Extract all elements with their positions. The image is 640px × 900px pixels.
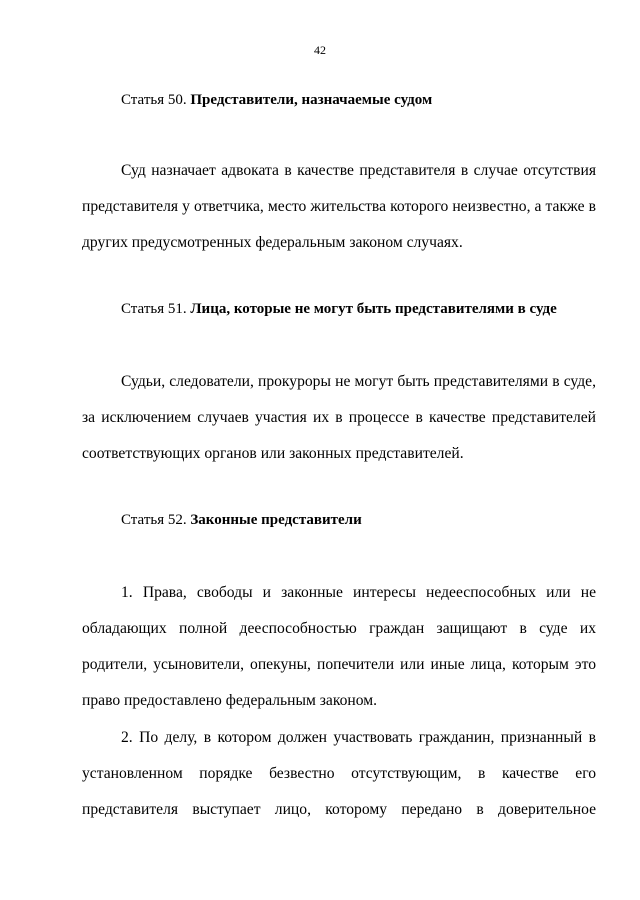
article-51-paragraph-1: Судьи, следователи, прокуроры не могут быть представителями в суде, за исключением случаев участия их в процессе в качестве представителей соответствующих органов или законных представителей. [82, 373, 596, 462]
article-52-number: Статья 52. [121, 512, 191, 528]
page-number: 42 [314, 43, 326, 57]
article-50-heading [121, 92, 432, 109]
article-50-paragraph-1: Суд назначает адвоката в качестве представителя в случае отсутствия представителя у ответчика, место жительства которого неизвестно, а также в других предусмотренных федеральным законом случаях. [82, 162, 596, 251]
article-51-number: Статья 51. [121, 301, 191, 317]
article-51-heading [121, 301, 557, 318]
article-52-title: Законные представители [190, 512, 362, 528]
article-51-title: Лица, которые не могут быть представителями в суде [190, 301, 557, 317]
article-52-paragraph-1: 1. Права, свободы и законные интересы недееспособных или не обладающих полной дееспособностью граждан защищают в суде их родители, усыновители, опекуны, попечители или иные лица, которым это право предоставлено федеральным законом. [82, 584, 596, 709]
article-50-number: Статья 50. [121, 92, 191, 108]
article-52-heading [121, 512, 362, 529]
article-52-paragraph-2: 2. По делу, в котором должен участвовать гражданин, признанный в установленном порядке безвестно отсутствующим, в качестве его представителя выступает лицо, которому передано в доверительное [82, 729, 596, 818]
article-50-title: Представители, назначаемые судом [190, 92, 433, 108]
